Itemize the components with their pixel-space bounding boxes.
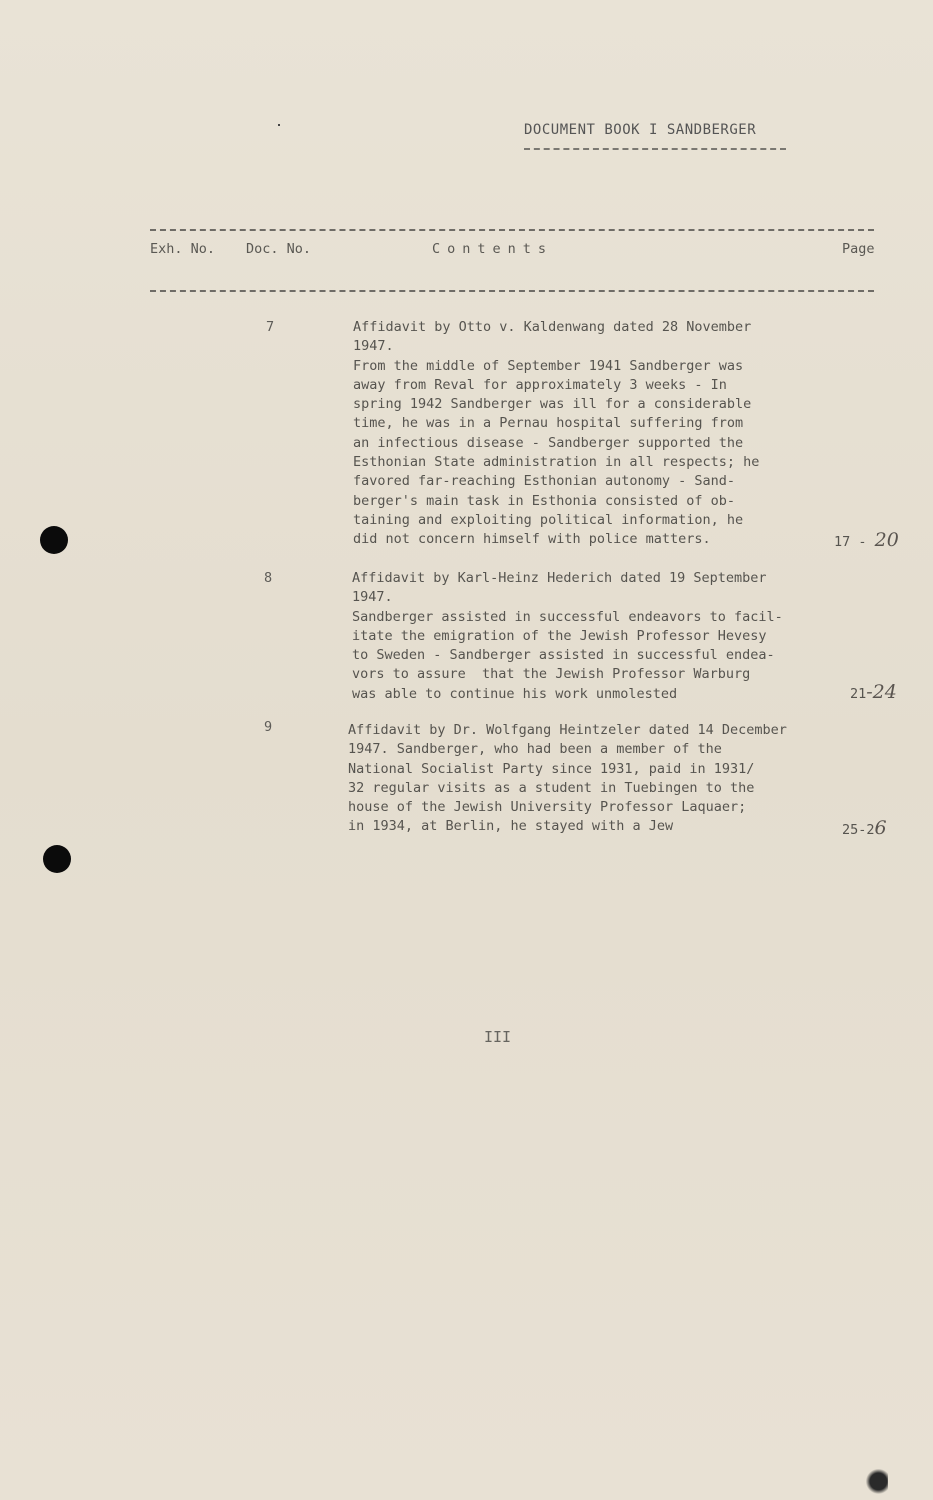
page-typed: 21 — [850, 686, 867, 702]
corner-stain — [864, 1466, 888, 1494]
header-rule-bottom — [150, 290, 874, 292]
page-typed: 25-2 — [842, 822, 875, 838]
entry-contents: Affidavit by Dr. Wolfgang Heintzeler dated 14 December 1947. Sandberger, who had been a member of the National Socialist Party since 1931, paid in 1931/ 32 regular visits as a student in Tuebingen to the house of the Jewish University Professor Laquaer; in 1934, at Berlin, he stayed with a Jew — [348, 722, 787, 835]
entry-page-range — [850, 681, 897, 703]
entry-doc-number: 9 — [264, 719, 273, 735]
document-title: DOCUMENT BOOK I SANDBERGER — [524, 122, 757, 138]
page-typed: 17 - — [834, 534, 867, 550]
entry-doc-number: 7 — [266, 319, 275, 335]
column-header-page: Page — [842, 241, 875, 257]
page-handwritten: -24 — [866, 681, 897, 703]
title-underline — [524, 148, 786, 150]
page-handwritten: 20 — [874, 529, 899, 551]
entry-contents: Affidavit by Karl-Heinz Hederich dated 19 September 1947. Sandberger assisted in successful endeavors to facil- itate the emigration of the Jewish Professor Hevesy to Sweden - Sandberger assisted in successful endea- vors to assure that the Jewish Professor Warburg was able to continue his work unmolested — [352, 570, 783, 702]
column-header-contents: Contents — [432, 241, 554, 257]
column-header-doc: Doc. No. — [246, 241, 312, 257]
page-handwritten: 6 — [874, 817, 887, 839]
paper-speck — [278, 124, 280, 126]
entry-doc-number: 8 — [264, 570, 273, 586]
header-rule-top — [150, 229, 874, 231]
entry-page-range — [842, 817, 887, 839]
entry-contents: Affidavit by Otto v. Kaldenwang dated 28 November 1947. From the middle of September 1941 Sandberger was away from Reval for approximately 3 weeks - In spring 1942 Sandberger was ill for a considerable time, he was in a Pernau hospital suffering from an infectious disease - Sandberger supported the Esthonian State administration in all respects; he favored far-reaching Esthonian autonomy - Sand- berger's main task in Esthonia consisted of ob- taining and exploiting political information, he did not concern himself with police matters. — [353, 319, 760, 548]
punch-hole — [43, 845, 71, 873]
punch-hole — [40, 526, 68, 554]
folio-number: III — [484, 1028, 512, 1046]
column-header-exh: Exh. No. — [150, 241, 216, 257]
entry-page-range — [834, 529, 899, 551]
